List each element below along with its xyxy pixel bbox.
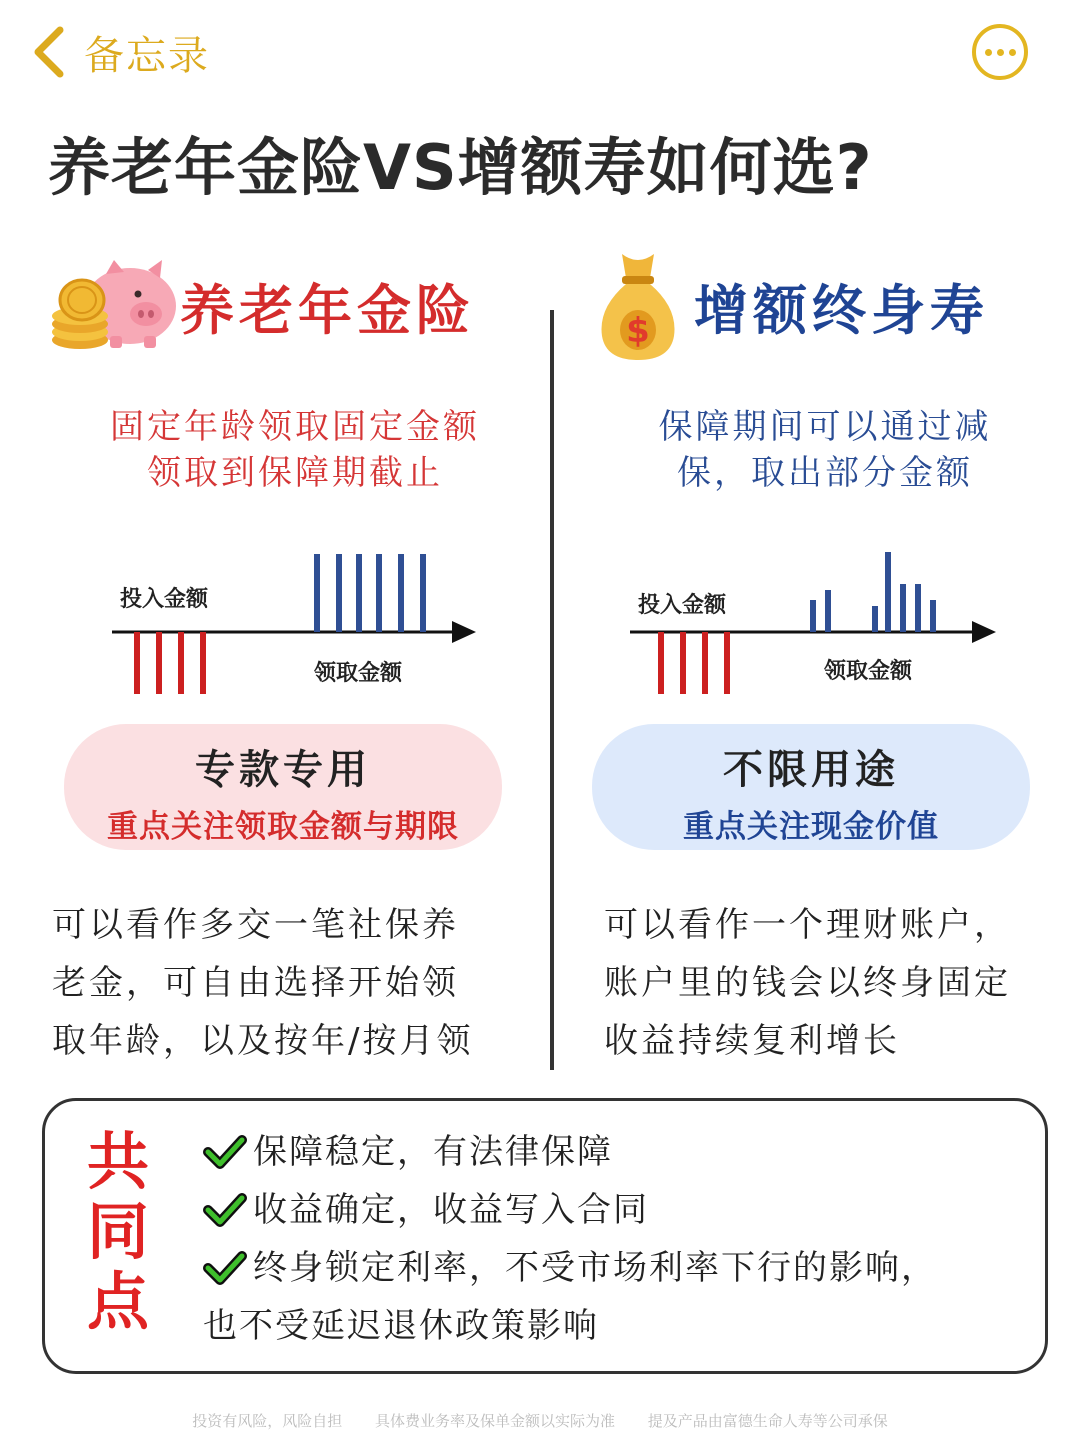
right-input-label: 投入金额: [638, 593, 727, 618]
back-label: 备忘录: [84, 32, 210, 79]
money-bag-icon: [596, 248, 680, 364]
left-cashflow-diagram: [100, 540, 500, 710]
right-body-text: 可以看作一个理财账户， 账户里的钱会以终身固定 收益持续复利增长: [604, 905, 1011, 1061]
check-icon: [203, 1190, 247, 1230]
right-pill-subtitle: 重点关注现金价值: [683, 809, 939, 845]
right-summary-pill: [592, 724, 1030, 850]
more-button[interactable]: [972, 24, 1028, 80]
left-input-label: 投入金额: [120, 587, 209, 612]
left-pill-title: 专款专用: [195, 747, 371, 793]
left-cashflow-svg: [100, 540, 500, 710]
left-heading: [48, 256, 475, 356]
svg-text:$: $: [626, 311, 650, 351]
left-description: 固定年龄领取固定金额 领取到保障期截止: [110, 407, 480, 493]
back-button[interactable]: [30, 22, 210, 82]
left-pill-subtitle: 重点关注领取金额与期限: [107, 809, 459, 845]
disclaimer-footer: 投资有风险，风险自担 具体费业务率及保单金额以实际为准 提及产品由富德生命人寿等公司承保: [192, 1412, 888, 1430]
left-body-text: 可以看作多交一笔社保养 老金，可自由选择开始领 取年龄，以及按年/按月领: [52, 905, 474, 1061]
column-divider: [550, 310, 554, 1070]
right-cashflow-svg: [620, 540, 1020, 710]
left-output-label: 领取金额: [314, 661, 403, 686]
right-description: 保障期间可以通过减 保，取出部分金额: [658, 407, 992, 493]
left-heading-title: 养老年金险: [180, 278, 475, 342]
page-title: 养老年金险VS增额寿如何选?: [48, 131, 873, 204]
common-points-list: [203, 1123, 1033, 1355]
list-item-continuation: 也不受延迟退休政策影响: [203, 1306, 599, 1346]
right-heading: [596, 248, 989, 364]
right-heading-title: 增额终身寿: [694, 278, 989, 342]
list-item: 收益确定，收益写入合同: [203, 1181, 1033, 1239]
left-summary-pill: [64, 724, 502, 850]
chevron-left-icon: [30, 24, 70, 80]
right-pill-title: 不限用途: [723, 747, 899, 793]
list-item: 保障稳定，有法律保障: [203, 1123, 1033, 1181]
more-icon: [985, 49, 992, 56]
right-output-label: 领取金额: [824, 659, 913, 684]
list-item: 终身锁定利率，不受市场利率下行的影响，: [203, 1239, 1033, 1297]
right-cashflow-diagram: [620, 540, 1020, 710]
common-points-box: [42, 1098, 1048, 1374]
common-points-label: 共 同 点: [86, 1125, 149, 1338]
check-icon: [203, 1132, 247, 1172]
piggy-bank-coins-icon: [48, 256, 180, 356]
check-icon: [203, 1248, 247, 1288]
